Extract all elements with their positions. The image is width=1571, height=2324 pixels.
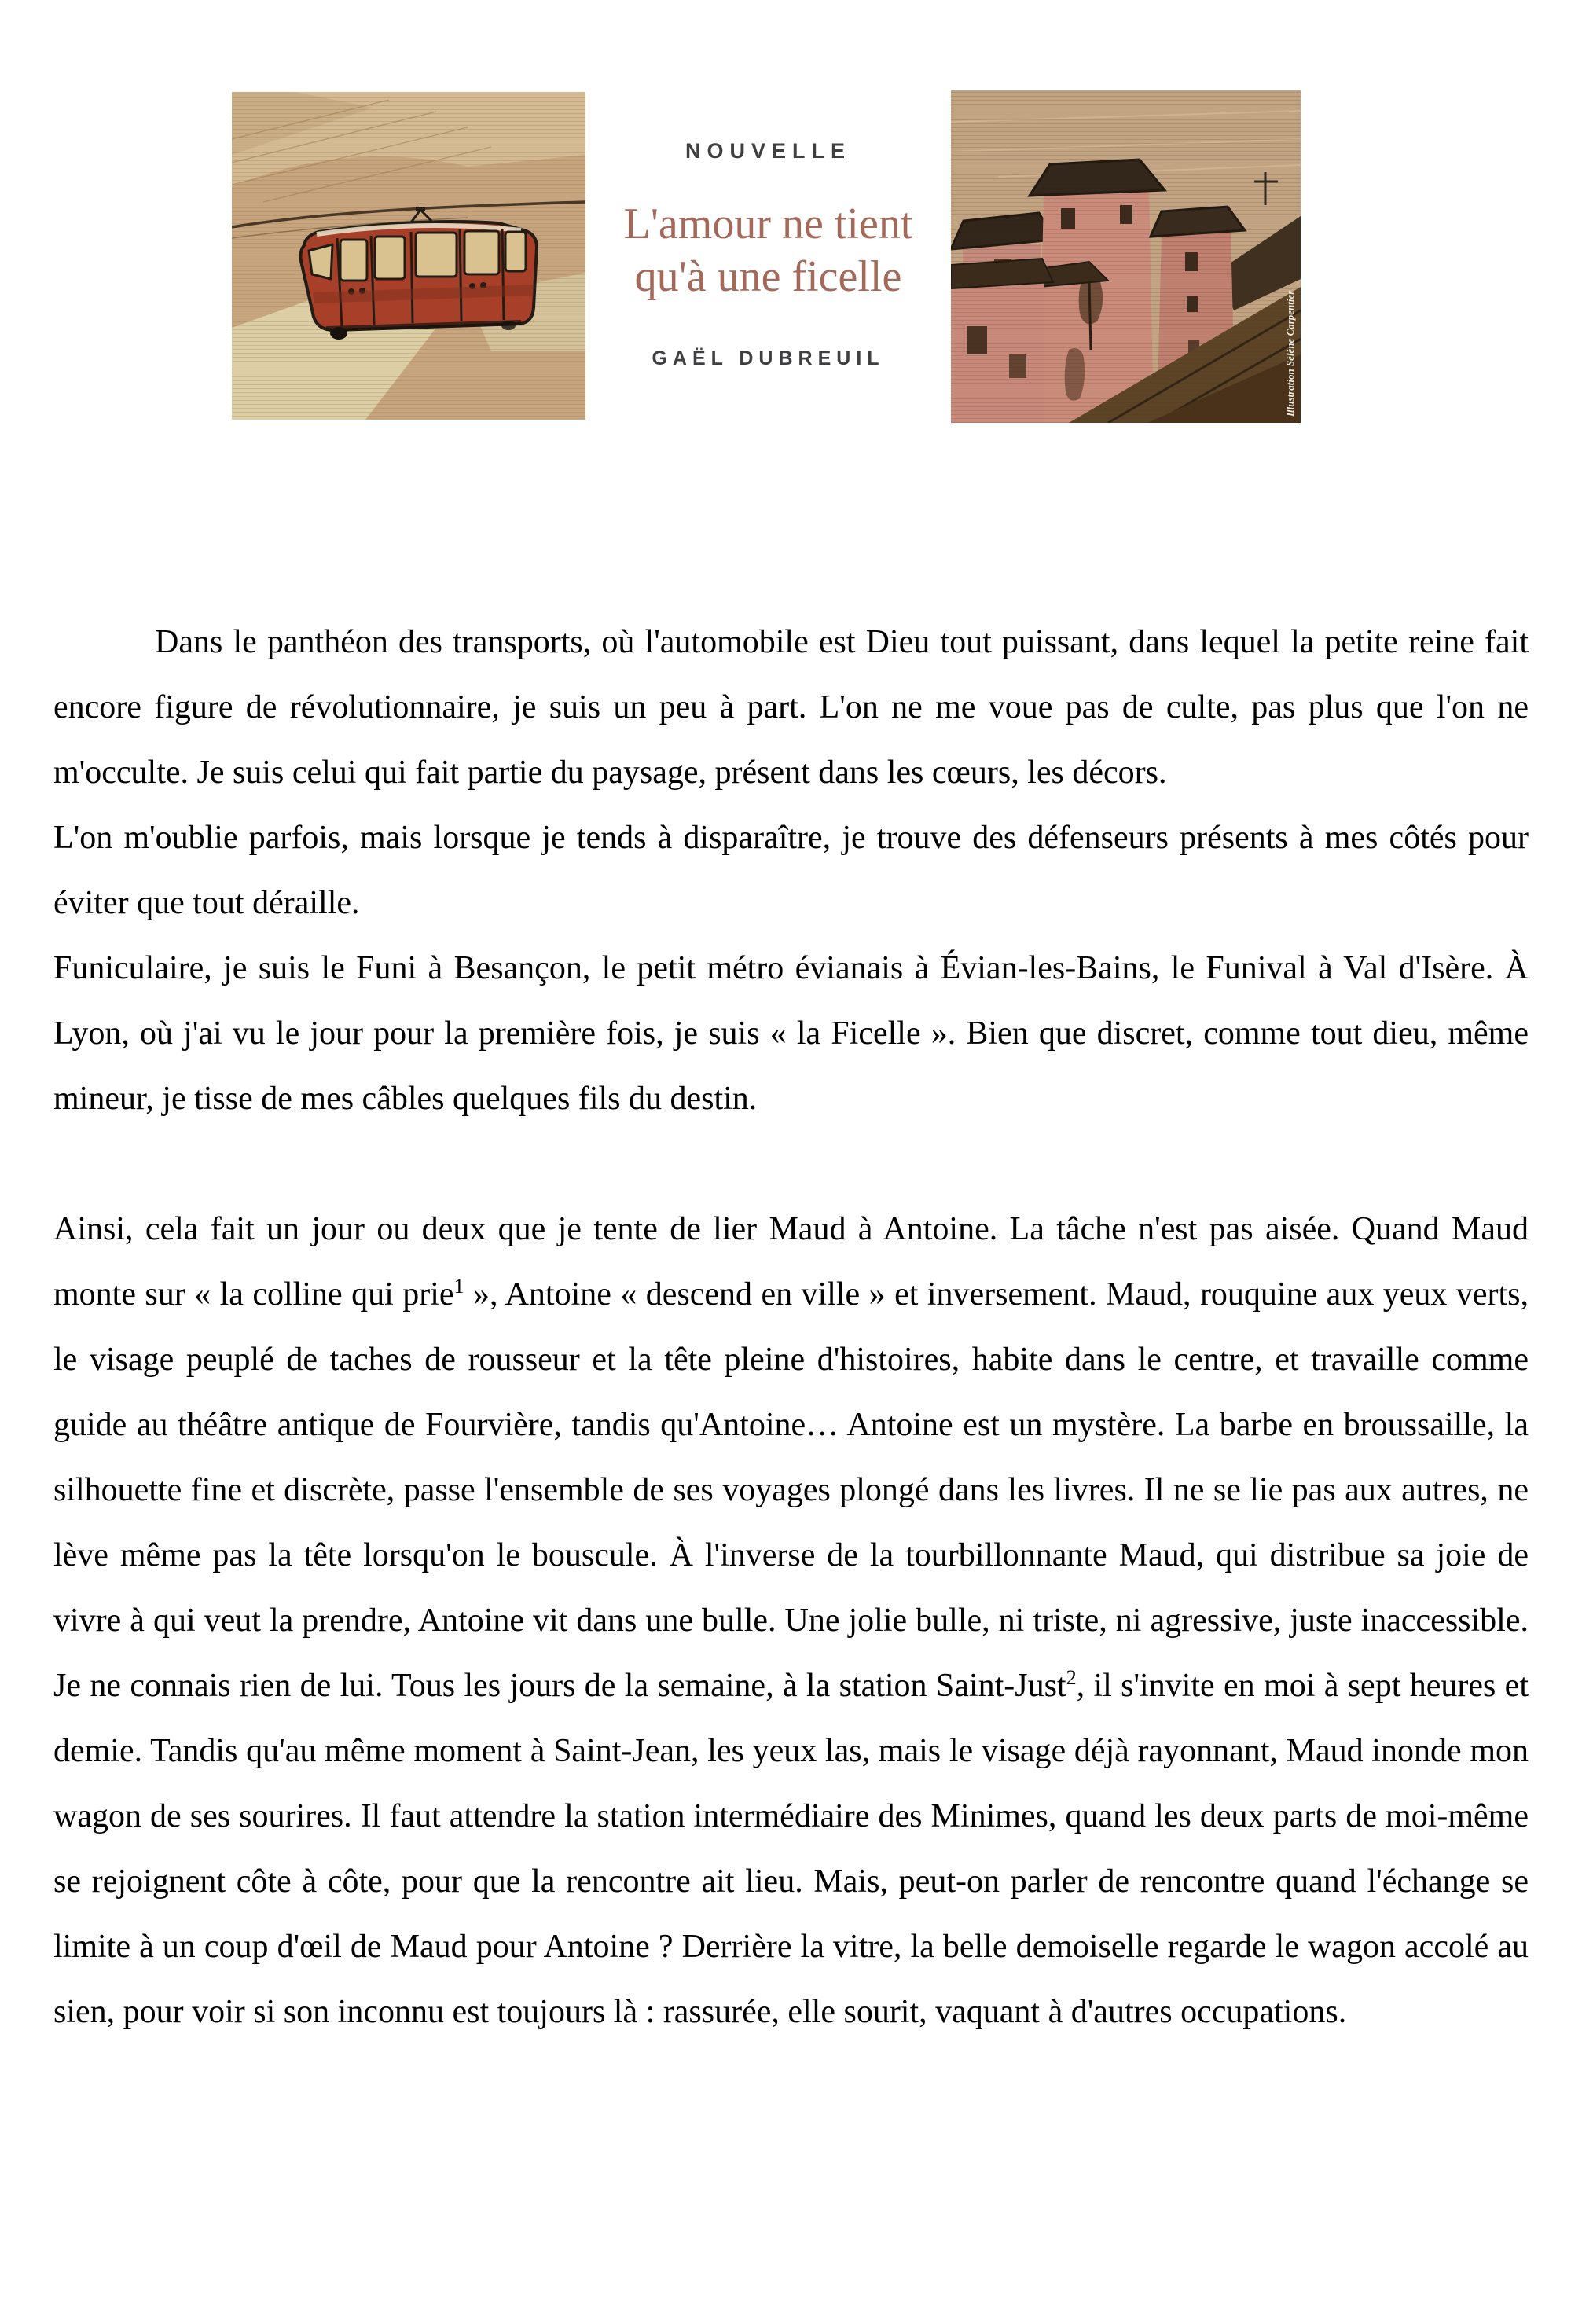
funicular-illustration: [232, 92, 585, 420]
footnote-ref: 2: [1066, 1666, 1077, 1689]
paragraph-text: », Antoine « descend en ville » et inversement. Maud, rouquine aux yeux verts, le visage peuplé de taches de rousseur et la tête pleine d'histoires, habite dans le centre, et travaille comme guide au théâtre antique de Fourvière, tandis qu'Antoine… Antoine est un mystère. La barbe en broussaille, la silhouette fine et discrète, passe l'ensemble de ses voyages plongé dans les livres. Il ne se lie pas aux autres, ne lève même pas la tête lorsqu'on le bouscule. À l'inverse de la tourbillonnante Maud, qui distribue sa joie de vivre à qui veut la prendre, Antoine vit dans une bulle. Une jolie bulle, ni triste, ni agressive, juste inaccessible. Je ne connais rien de lui. Tous les jours de la semaine, à la station Saint-Just: [53, 1276, 1529, 1704]
paragraph-text: Dans le panthéon des transports, où l'automobile est Dieu tout puissant, dans lequel la petite reine fait encore figure de révolutionnaire, je suis un peu à part. L'on ne me voue pas de culte, pas plus que l'on ne m'occulte. Je suis celui qui fait partie du paysage, présent dans les cœurs, les décors.: [53, 624, 1529, 791]
paragraph: [53, 936, 1529, 1132]
funicular-illustration-svg: [232, 92, 585, 420]
buildings-illustration-svg: [951, 90, 1301, 423]
paragraph: [53, 610, 1529, 806]
paragraph: [53, 806, 1529, 936]
paragraph-text: , il s'invite en moi à sept heures et demie. Tandis qu'au même moment à Saint-Jean, les yeux las, mais le visage déjà rayonnant, Maud inonde mon wagon de ses sourires. Il faut attendre la station intermédiaire des Minimes, quand les deux parts de moi-même se rejoignent côte à côte, pour que la rencontre ait lieu. Mais, peut-on parler de rencontre quand l'échange se limite à un coup d'œil de Maud pour Antoine ? Derrière la vitre, la belle demoiselle regarde le wagon accolé au sien, pour voir si son inconnu est toujours là : rassurée, elle sourit, vaquant à d'autres occupations.: [53, 1668, 1529, 2030]
kicker: NOUVELLE: [685, 139, 851, 163]
header: [585, 90, 951, 370]
paragraph-text: Funiculaire, je suis le Funi à Besançon, le petit métro évianais à Évian-les-Bains, le Funival à Val d'Isère. À Lyon, où j'ai vu le jour pour la première fois, je suis « la Ficelle ». Bien que discret, comme tout dieu, même mineur, je tisse de mes câbles quelques fils du destin.: [53, 950, 1529, 1117]
footnote-ref: 1: [453, 1275, 464, 1298]
buildings-illustration: [951, 90, 1301, 423]
story-text: [53, 610, 1529, 2045]
paragraph-text: L'on m'oublie parfois, mais lorsque je tends à disparaître, je trouve des défenseurs présents à mes côtés pour éviter que tout déraille.: [53, 820, 1529, 921]
story-title: [585, 198, 951, 303]
paragraph: [53, 1197, 1529, 2045]
paragraph-text: Ainsi, cela fait un jour ou deux que je tente de lier Maud à Antoine. La tâche n'est pas aisée. Quand Maud monte sur « la colline qui prie: [53, 1211, 1529, 1313]
title-line-1: L'amour ne tient: [623, 200, 913, 248]
illustration-credit: Illustration Sélène Carpentier: [1284, 290, 1296, 417]
author-name: GAËL DUBREUIL: [652, 347, 885, 369]
title-line-2: qu'à une ficelle: [634, 252, 902, 301]
